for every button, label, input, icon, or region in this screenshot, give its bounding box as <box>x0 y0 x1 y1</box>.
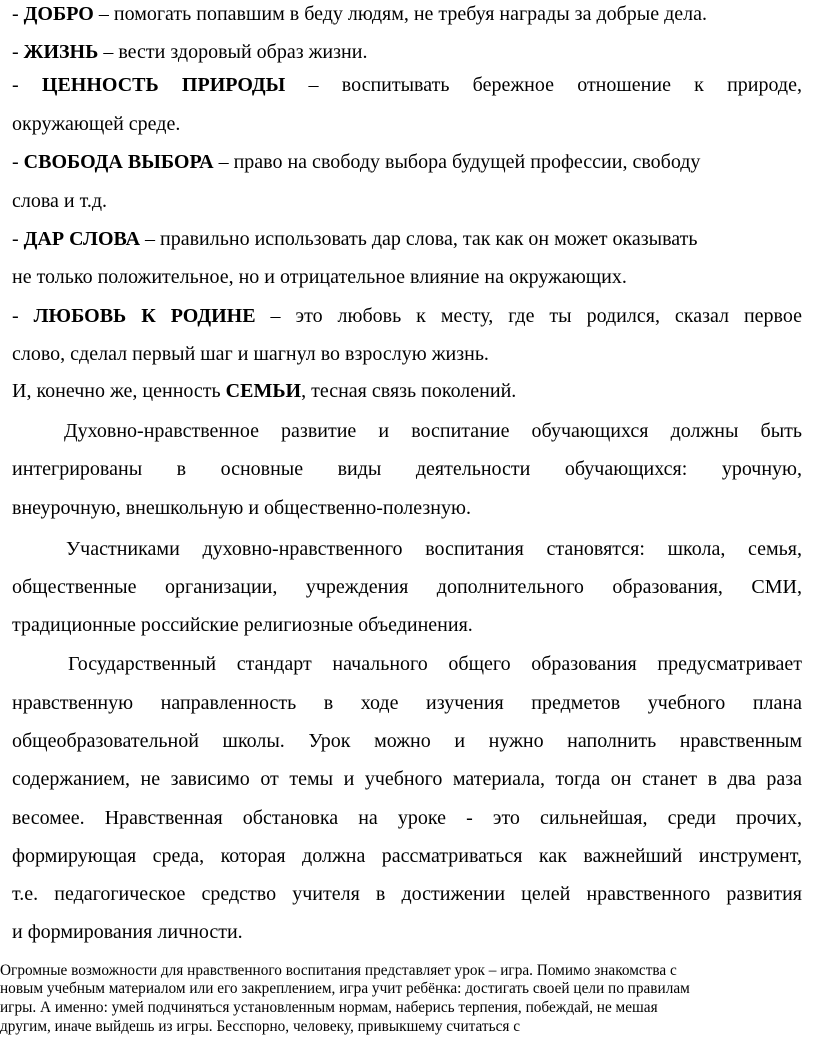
value-description: правильно использовать дар слова, так как он может оказывать <box>160 228 698 250</box>
paragraph-3-line: содержанием, не зависимо от темы и учебного материала, тогда он станет в два раза <box>12 768 802 790</box>
value-term: СВОБОДА ВЫБОРА <box>23 151 214 173</box>
value-term: ЛЮБОВЬ К РОДИНЕ <box>33 305 256 327</box>
paragraph-2-line: традиционные российские религиозные объединения. <box>12 614 473 636</box>
paragraph-3-line: общеобразовательной школы. Урок можно и нужно наполнить нравственным <box>12 730 802 752</box>
value-item-zhizn: - ЖИЗНЬ – вести здоровый образ жизни. <box>12 41 368 63</box>
paragraph-3-line: т.е. педагогическое средство учителя в достижении целей нравственного развития <box>12 883 802 905</box>
paragraph-1-line: Духовно-нравственное развитие и воспитание обучающихся должны быть <box>64 420 802 442</box>
paragraph-4-line: Огромные возможности для нравственного воспитания представляет урок – игра. Помимо знакомства с <box>0 962 677 979</box>
paragraph-3-line: и формирования личности. <box>12 921 243 943</box>
paragraph-1-line: интегрированы в основные виды деятельности обучающихся: урочную, <box>12 458 802 480</box>
value-term: ДАР СЛОВА <box>23 228 141 250</box>
paragraph-4-line: новым учебным материалом или его закреплением, игра учит ребёнка: достигать своей цели по правилам <box>0 980 690 997</box>
paragraph-2-line: общественные организации, учреждения дополнительного образования, СМИ, <box>12 576 802 598</box>
paragraph-3-line: Государственный стандарт начального общего образования предусматривает <box>68 653 802 675</box>
paragraph-3-line: весомее. Нравственная обстановка на уроке - это сильнейшая, среди прочих, <box>12 807 802 829</box>
value-description-cont: слово, сделал первый шаг и шагнул во взрослую жизнь. <box>12 343 489 365</box>
value-description: помогать попавшим в беду людям, не требуя награды за добрые дела. <box>113 3 708 25</box>
value-term: ЦЕННОСТЬ ПРИРОДЫ <box>41 74 286 96</box>
value-description: право на свободу выбора будущей профессии, свободу <box>233 151 701 173</box>
paragraph-3-line: нравственную направленность в ходе изучения предметов учебного плана <box>12 692 802 714</box>
value-description-cont: не только положительное, но и отрицательное влияние на окружающих. <box>12 266 627 288</box>
value-item-dar-slova: - ДАР СЛОВА – правильно использовать дар слова, так как он может оказывать <box>12 228 698 250</box>
family-value-line: И, конечно же, ценность СЕМЬИ, тесная связь поколений. <box>12 380 517 402</box>
value-item-priroda: - ЦЕННОСТЬ ПРИРОДЫ – воспитывать бережное отношение к природе, <box>12 74 802 96</box>
value-item-dobro: - ДОБРО – помогать попавшим в беду людям, не требуя награды за добрые дела. <box>12 3 708 25</box>
value-description: воспитывать бережное отношение к природе, <box>341 74 802 96</box>
paragraph-1-line: внеурочную, внешкольную и общественно-полезную. <box>12 497 471 519</box>
value-term: ДОБРО <box>23 3 94 25</box>
value-term: ЖИЗНЬ <box>23 41 99 63</box>
value-description-cont: окружающей среде. <box>12 113 181 135</box>
paragraph-4-line: другим, иначе выйдешь из игры. Бесспорно, человеку, привыкшему считаться с <box>0 1018 521 1035</box>
paragraph-3-line: формирующая среда, которая должна рассматриваться как важнейший инструмент, <box>12 845 802 867</box>
paragraph-2-line: Участниками духовно-нравственного воспитания становятся: школа, семья, <box>66 538 802 560</box>
value-description-cont: слова и т.д. <box>12 190 108 212</box>
value-description: это любовь к месту, где ты родился, сказал первое <box>295 305 802 327</box>
paragraph-4-line: игры. А именно: умей подчиняться установленным нормам, наберись терпения, побеждай, не мешая <box>0 999 658 1016</box>
family-term: СЕМЬИ <box>225 380 302 402</box>
value-item-svoboda: - СВОБОДА ВЫБОРА – право на свободу выбора будущей профессии, свободу <box>12 151 701 173</box>
value-description: вести здоровый образ жизни. <box>118 41 368 63</box>
value-item-lyubov: - ЛЮБОВЬ К РОДИНЕ – это любовь к месту, где ты родился, сказал первое <box>12 305 802 327</box>
